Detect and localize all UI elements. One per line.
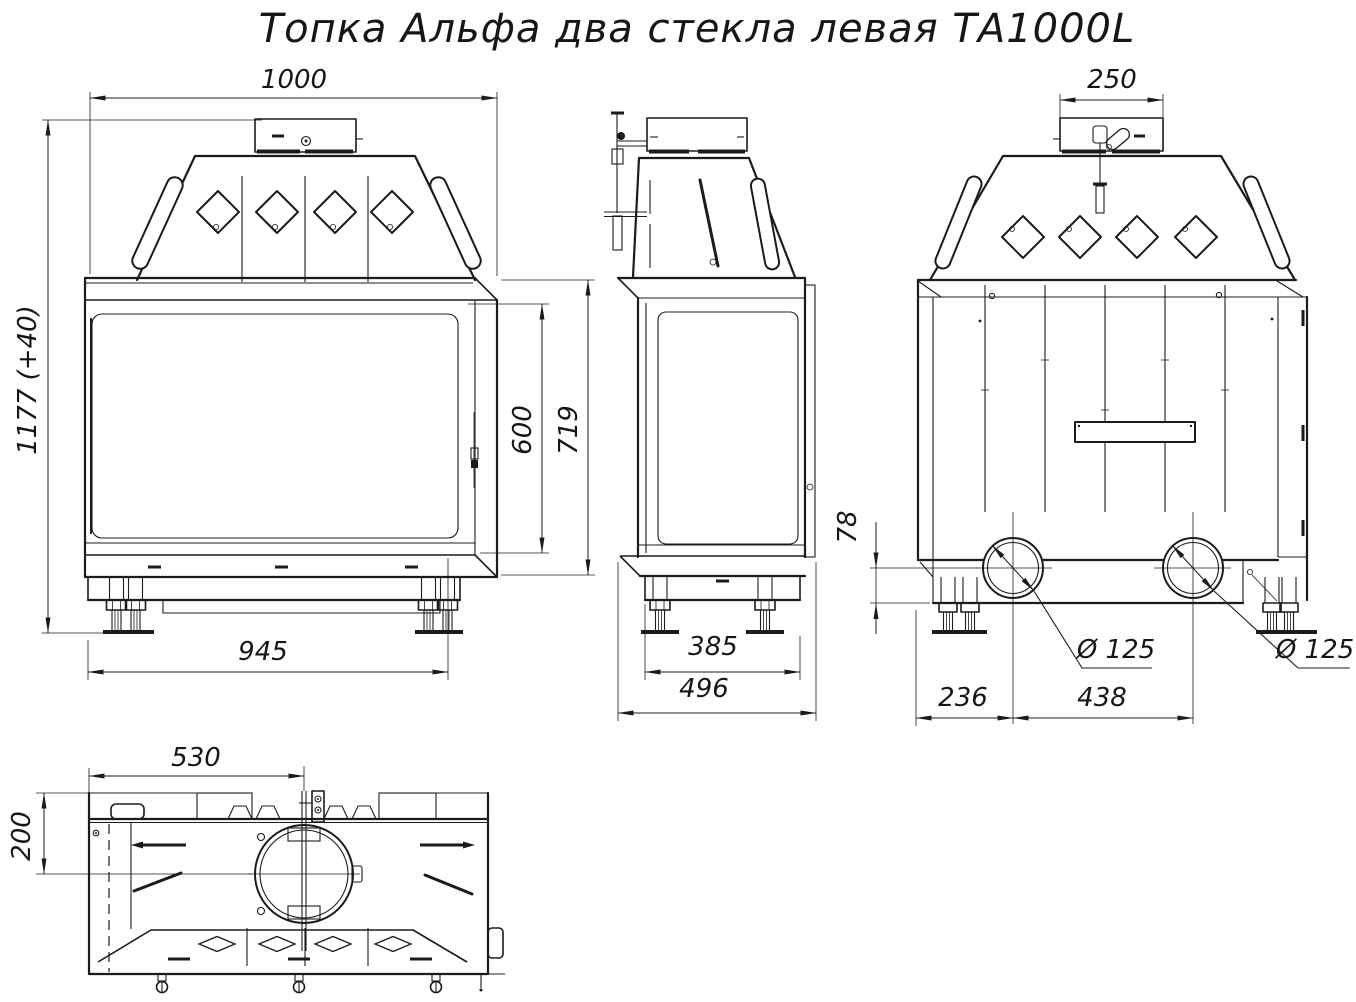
dim-front-overall-height: 1177 (+40) [13, 305, 43, 455]
hood-handle-right [428, 175, 484, 272]
vent-diamond [314, 191, 356, 233]
front-hood [137, 156, 475, 280]
back-view [833, 65, 1354, 726]
vent-diamond [256, 191, 298, 233]
side-flue-collar [647, 118, 747, 151]
dim-front-door-height: 719 [554, 405, 584, 455]
leg [650, 577, 670, 630]
back-hood [930, 156, 1295, 280]
bottom-view [7, 743, 505, 993]
side-view [604, 112, 816, 721]
dim-bottom-front-depth: 200 [7, 811, 37, 861]
dim-front-base-width: 945 [238, 637, 288, 667]
leg [1263, 577, 1281, 630]
vent-diamond [1002, 216, 1044, 258]
dim-bottom-flue-axis-offset: 530 [171, 743, 221, 773]
vent-diamond [1059, 216, 1101, 258]
side-glass [658, 312, 798, 544]
dim-back-outlet-offset: 236 [938, 683, 988, 713]
dim-back-outlet-dia-left: Ø 125 [1076, 635, 1156, 665]
hood-handle-left [130, 175, 186, 272]
hood-handle-right [1241, 174, 1292, 270]
flue-damper [248, 791, 362, 951]
leg [961, 577, 979, 630]
dim-side-foot-span: 385 [688, 632, 738, 662]
front-flue-collar [255, 119, 356, 152]
back-ribs [981, 285, 1229, 512]
leg [126, 577, 146, 630]
dim-front-glass-height: 600 [508, 405, 538, 455]
vent-diamond [197, 191, 239, 233]
vent-diamond [259, 937, 295, 952]
leg [755, 577, 775, 630]
vent-diamond [199, 937, 235, 952]
vent-diamond [1175, 216, 1217, 258]
vent-diamond [375, 937, 411, 952]
dim-front-top-width: 1000 [260, 65, 328, 95]
vent-diamond [315, 937, 351, 952]
foot [431, 974, 442, 993]
leg [1280, 577, 1298, 630]
foot [157, 974, 168, 993]
side-tab [488, 928, 503, 958]
dim-side-overall-depth: 496 [679, 674, 729, 704]
dim-back-outlet-spacing: 438 [1077, 683, 1127, 713]
damper-rod [604, 112, 647, 250]
dim-back-outlet-dia-right: Ø 125 [1275, 635, 1355, 665]
front-view [13, 65, 595, 680]
hood-handle-left [933, 174, 984, 270]
leg [419, 577, 439, 630]
back-bracket [1075, 422, 1195, 442]
foot [294, 974, 305, 993]
front-glass [92, 314, 458, 538]
drawing-title: Топка Альфа два стекла левая ТА1000L [258, 6, 1136, 52]
vent-diamond [371, 191, 413, 233]
top-tab [111, 804, 144, 819]
dim-back-collar-width: 250 [1087, 65, 1137, 95]
top-tab [379, 793, 436, 819]
vent-diamond [1116, 216, 1158, 258]
dim-back-outlet-axis-height: 78 [833, 510, 863, 544]
damper-lever [1093, 126, 1145, 213]
leg [939, 577, 957, 630]
leg [107, 577, 127, 630]
